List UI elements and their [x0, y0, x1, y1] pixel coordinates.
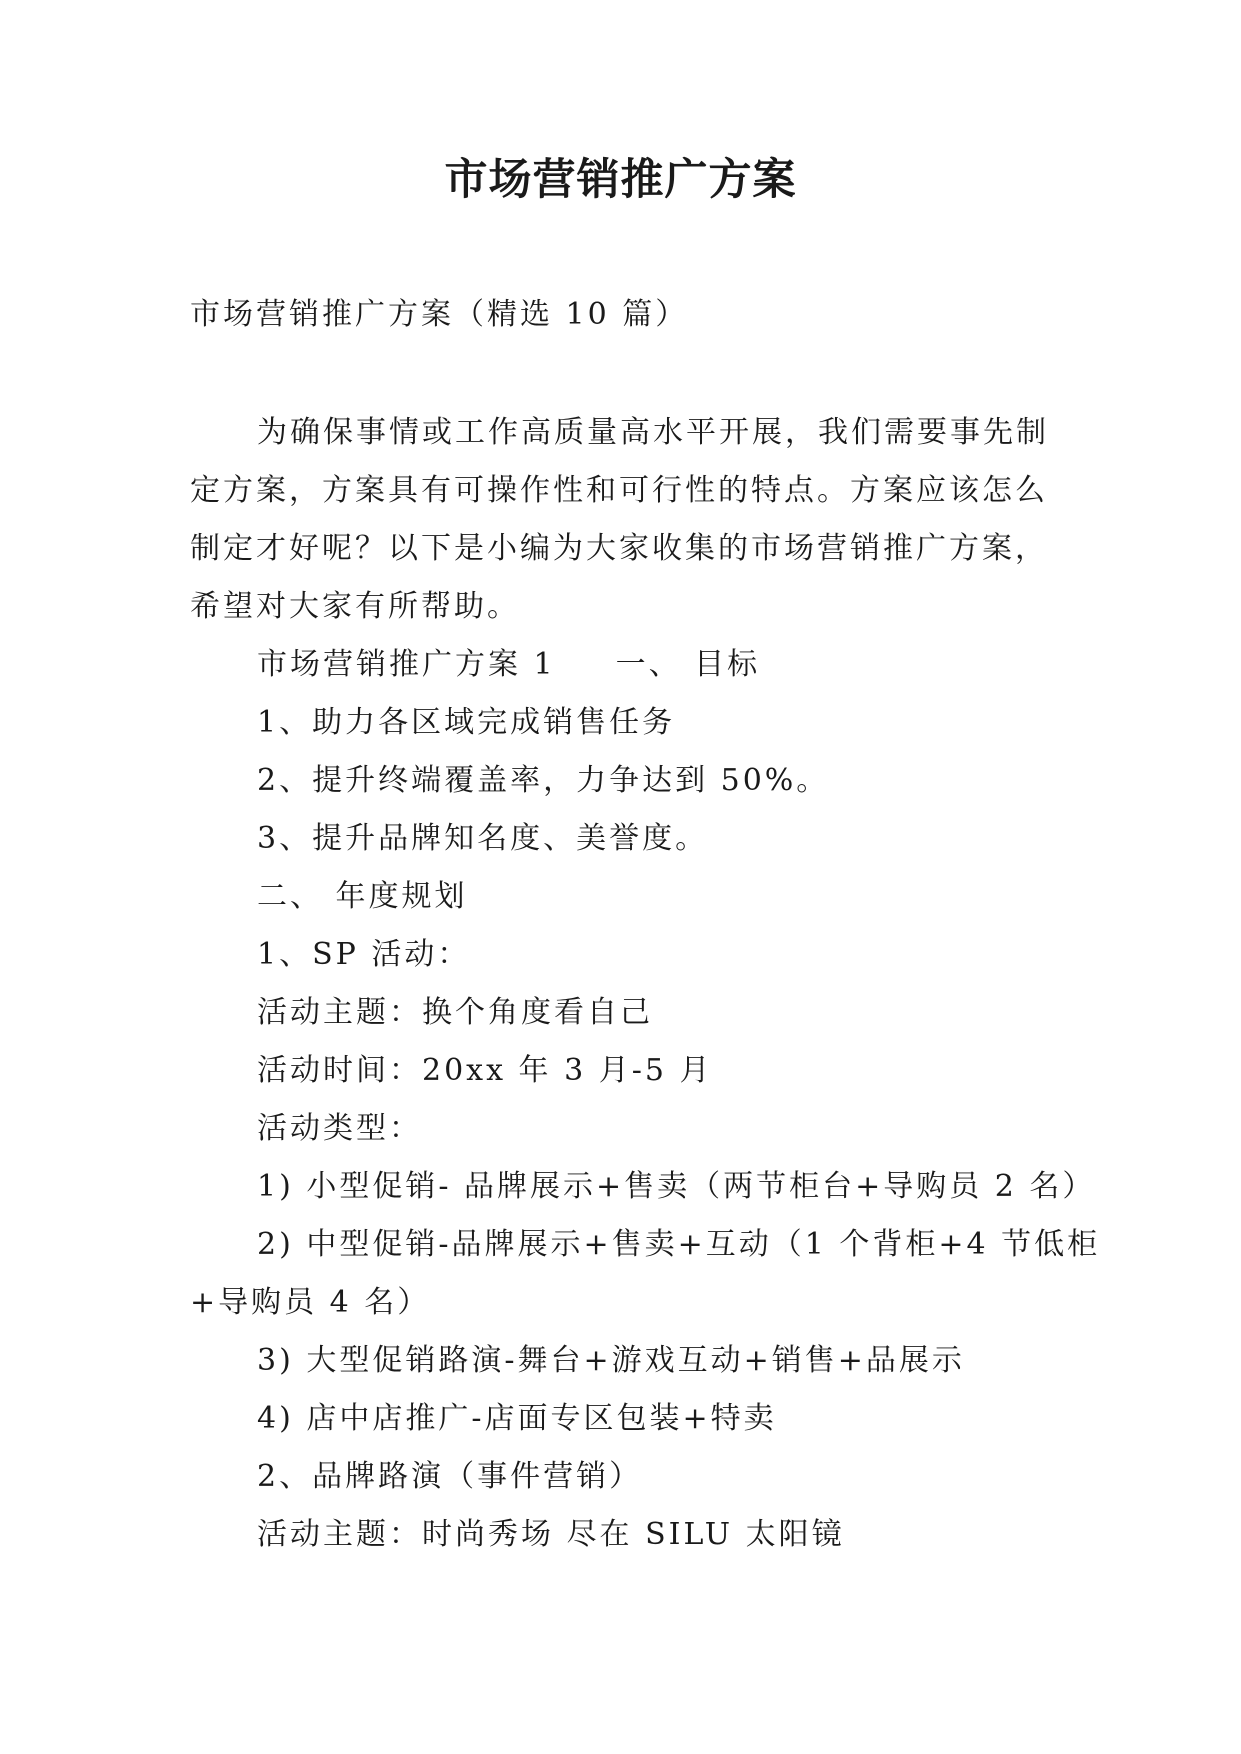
section-heading-line: [190, 636, 1090, 694]
body-line: 活动主题：时尚秀场 尽在 SILU 太阳镜: [257, 1517, 845, 1552]
body-line: 4) 店中店推广-店面专区包装+特卖: [257, 1401, 777, 1436]
document-title: 市场营销推广方案: [444, 155, 797, 205]
intro-paragraph: 为确保事情或工作高质量高水平开展，我们需要事先制定方案，方案具有可操作性和可行性的特点。方案应该怎么制定才好呢？以下是小编为大家收集的市场营销推广方案，希望对大家有所帮助。: [190, 415, 1049, 624]
body-line: 3) 大型促销路演-舞台+游戏互动+销售+品展示: [257, 1343, 965, 1378]
body-line: 活动时间：20xx 年 3 月-5 月: [257, 1053, 713, 1088]
document-subtitle: 市场营销推广方案（精选 10 篇）: [190, 297, 689, 332]
body-line: 活动类型：: [257, 1111, 422, 1146]
body-line: 活动主题：换个角度看自己: [257, 995, 653, 1030]
body-line: 1、助力各区域完成销售任务: [257, 705, 676, 740]
body-line: 2) 中型促销-品牌展示+售卖+互动（1 个背柜+4 节低柜: [257, 1227, 1101, 1262]
body-line: 2、提升终端覆盖率，力争达到 50%。: [257, 763, 830, 798]
body-line: 3、提升品牌知名度、美誉度。: [257, 821, 709, 856]
body-line: 二、 年度规划: [257, 879, 468, 914]
section-heading: 市场营销推广方案 1: [257, 647, 556, 682]
body-line: 2、品牌路演（事件营销）: [257, 1459, 643, 1494]
body-line: 1、SP 活动：: [257, 937, 471, 972]
body-line: +导购员 4 名）: [190, 1285, 431, 1320]
section-goal: 一、 目标: [615, 647, 761, 682]
body-content: [190, 636, 1101, 1564]
body-line: 1) 小型促销- 品牌展示+售卖（两节柜台+导购员 2 名）: [257, 1169, 1096, 1204]
